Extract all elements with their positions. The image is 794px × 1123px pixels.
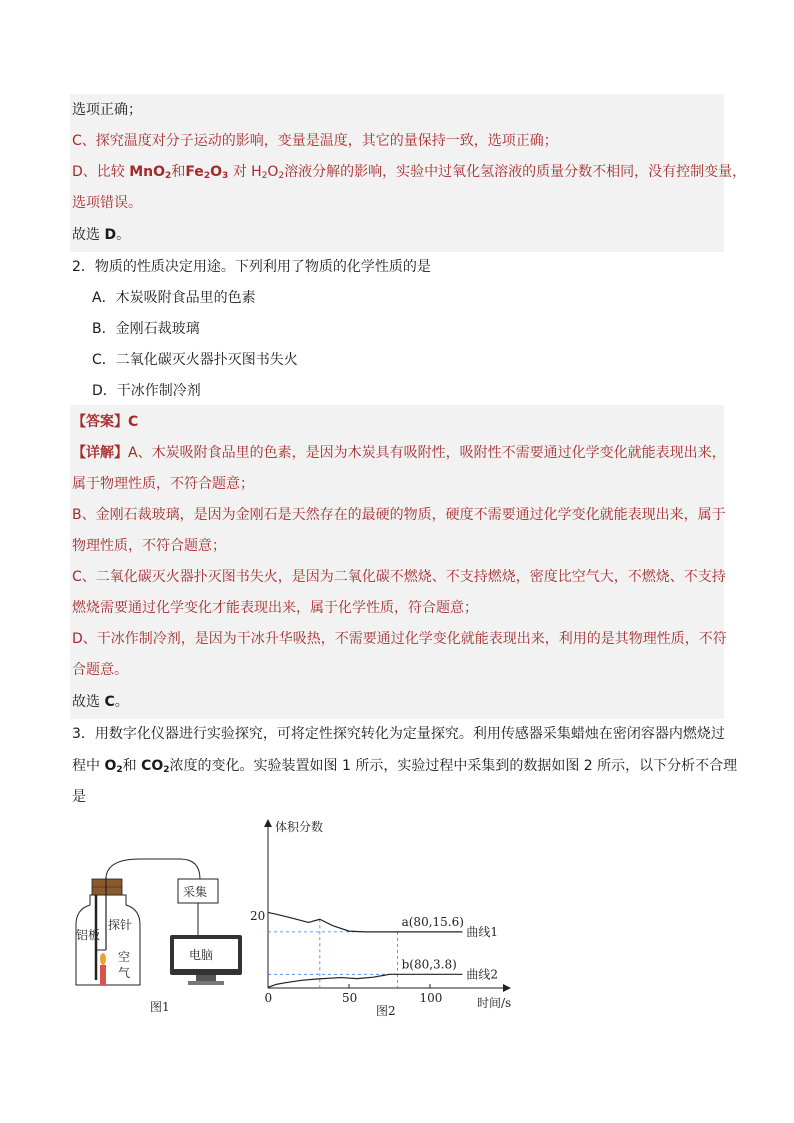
candle-icon bbox=[100, 965, 106, 985]
q2-detail-c: C、二氧化碳灭火器扑灭图书失火，是因为二氧化碳不燃烧、不支持燃烧，密度比空气大，不燃烧、不支持 bbox=[72, 569, 726, 585]
q2-detail-c-cont: 燃烧需要通过化学变化才能表现出来，属于化学性质，符合题意； bbox=[72, 600, 478, 616]
q2-detail-a: 【详解】A、木炭吸附食品里的色素，是因为木炭具有吸附性，吸附性不需要通过化学变化就能表现出来， bbox=[72, 445, 726, 461]
q2-option-d: D．干冰作制冷剂 bbox=[92, 383, 201, 399]
series-label-1: 曲线1 bbox=[466, 924, 499, 939]
q2-option-c: C．二氧化碳灭火器扑灭图书失火 bbox=[92, 352, 298, 368]
prev-option-d-cont: 选项错误。 bbox=[72, 195, 142, 211]
figure-1-caption: 图1 bbox=[150, 1000, 170, 1014]
q2-detail-a-cont: 属于物理性质，不符合题意； bbox=[72, 476, 254, 492]
air-label-2: 气 bbox=[118, 966, 131, 980]
collector-label: 采集 bbox=[183, 885, 208, 899]
q2-conclusion: 故选 C。 bbox=[72, 694, 129, 710]
x-tick-label: 50 bbox=[342, 991, 358, 1005]
y-axis-label: 体积分数 bbox=[275, 820, 324, 834]
x-tick-label: 100 bbox=[419, 991, 443, 1005]
q3-stem-line-2: 程中 $O_2$和 $CO_2$浓度的变化。实验装置如图 1 所示，实验过程中采集到的数据如图 2 所示，以下分析不合理 bbox=[72, 758, 738, 775]
figure-1-apparatus bbox=[70, 855, 250, 1020]
prev-line-1: 选项正确； bbox=[72, 102, 142, 118]
q2-detail-b: B、金刚石裁玻璃，是因为金刚石是天然存在的最硬的物质，硬度不需要通过化学变化就能表现出来，属于 bbox=[72, 507, 726, 523]
x-axis-label: 时间/s bbox=[477, 996, 512, 1010]
sensor-cable bbox=[106, 859, 200, 879]
probe-label: 探针 bbox=[108, 918, 133, 932]
figure-2-chart bbox=[245, 815, 525, 1020]
prev-conclusion: 故选 D。 bbox=[72, 227, 131, 243]
q3-stem-line-3: 是 bbox=[72, 789, 86, 805]
figure-2-caption: 图2 bbox=[376, 1004, 396, 1018]
annotation-a: a(80,15.6) bbox=[401, 914, 464, 929]
computer-label: 电脑 bbox=[189, 948, 214, 962]
q2-stem: 2．物质的性质决定用途。下列利用了物质的化学性质的是 bbox=[72, 259, 431, 275]
q2-answer: 【答案】C bbox=[72, 414, 139, 430]
annotation-b: b(80,3.8) bbox=[401, 957, 457, 972]
series-line-2 bbox=[268, 974, 462, 987]
q2-option-a: A．木炭吸附食品里的色素 bbox=[92, 290, 256, 306]
q2-option-b: B．金刚石裁玻璃 bbox=[92, 321, 200, 337]
plate-label: 铝板 bbox=[76, 928, 101, 942]
q3-stem-line-1: 3．用数字化仪器进行实验探究，可将定性探究转化为定量探究。利用传感器采集蜡烛在密闭容器内燃烧过 bbox=[72, 726, 725, 742]
series-label-2: 曲线2 bbox=[466, 967, 499, 982]
flame-icon bbox=[100, 953, 106, 965]
q2-detail-d: D、干冰作制冷剂，是因为干冰升华吸热，不需要通过化学变化就能表现出来，利用的是其物理性质，不符 bbox=[72, 631, 727, 647]
q2-detail-d-cont: 合题意。 bbox=[72, 662, 128, 678]
prev-option-c: C、探究温度对分子运动的影响，变量是温度，其它的量保持一致，选项正确； bbox=[72, 133, 558, 149]
y-tick-label: 20 bbox=[250, 909, 266, 923]
prev-option-d: D、比较 MnO$_2$和$Fe_2O_3$ 对 $H_2O_2$溶液分解的影响，实验中过氧化氢溶液的质量分数不相同，没有控制变量， bbox=[72, 164, 747, 181]
air-label-1: 空 bbox=[118, 950, 131, 964]
q2-detail-b-cont: 物理性质，不符合题意； bbox=[72, 538, 226, 554]
x-tick-label: 0 bbox=[264, 991, 273, 1005]
